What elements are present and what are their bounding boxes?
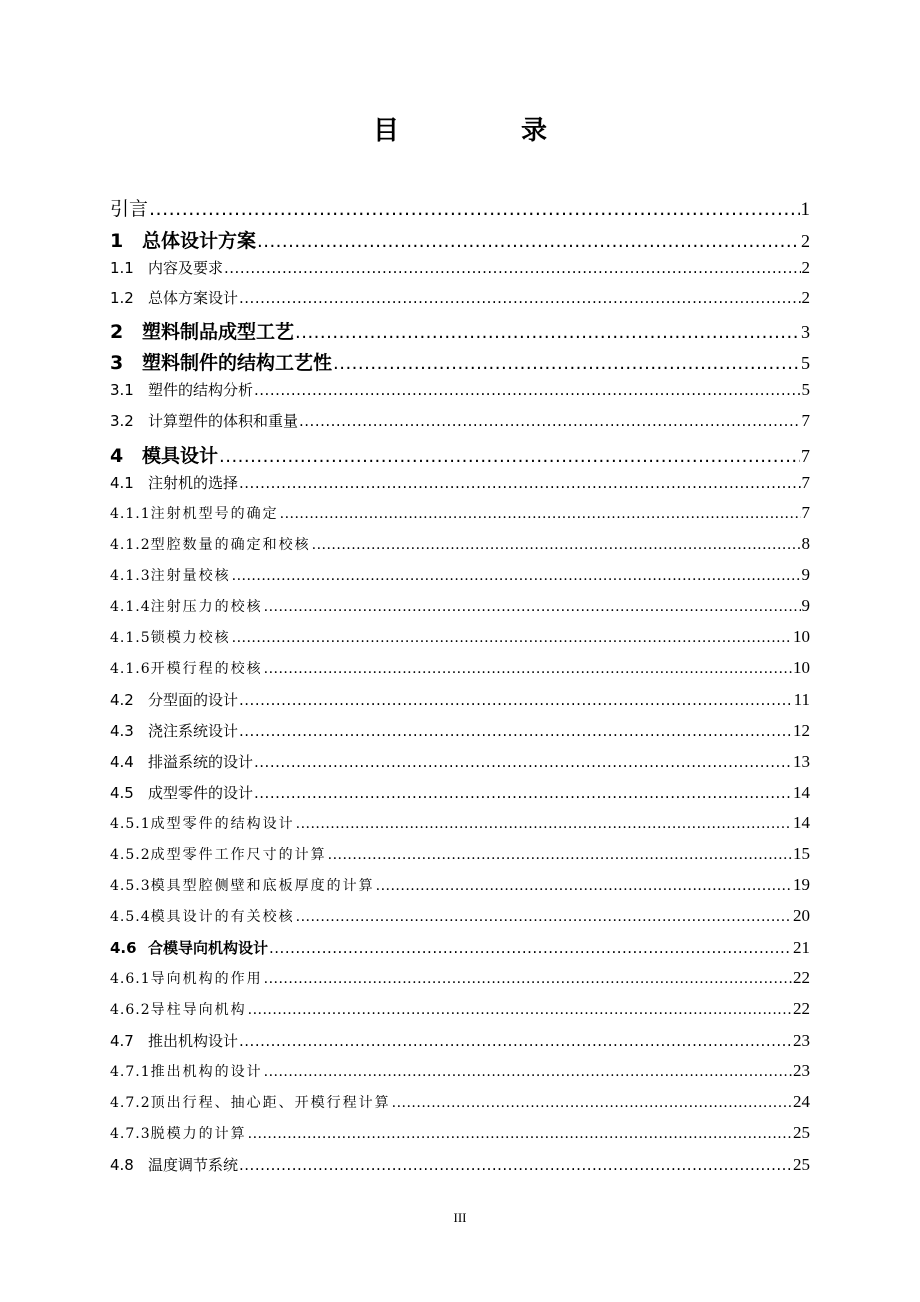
toc-leader-dots — [239, 1032, 792, 1050]
toc-leader-dots — [280, 506, 801, 522]
toc-entry-page: 10 — [793, 627, 810, 646]
toc-entry[interactable] — [110, 813, 810, 833]
toc-entry-page: 25 — [793, 1155, 810, 1174]
toc-entry-number: 4.7.1 — [110, 1064, 151, 1080]
toc-entry-page: 23 — [793, 1031, 810, 1050]
toc-entry-label: 计算塑件的体积和重量 — [148, 412, 299, 430]
toc-entry-label: 分型面的设计 — [148, 691, 239, 709]
toc-entry[interactable] — [110, 287, 810, 308]
toc-entry-label: 顶出行程、抽心距、开模行程计算 — [150, 1095, 391, 1111]
toc-entry-label: 锁模力校核 — [150, 630, 231, 646]
toc-entry-number: 3.2 — [110, 412, 134, 430]
toc-entry[interactable] — [110, 317, 810, 344]
toc-entry-number: 4.5.3 — [110, 878, 151, 894]
toc-entry-label: 模具设计的有关校核 — [150, 909, 295, 925]
toc-leader-dots — [328, 847, 792, 863]
toc-entry-label: 排溢系统的设计 — [148, 753, 254, 771]
toc-entry-page: 24 — [793, 1092, 810, 1111]
toc-entry-page: 7 — [801, 503, 810, 522]
toc-entry[interactable] — [110, 1092, 810, 1112]
toc-entry-label: 塑件的结构分析 — [148, 381, 254, 399]
toc-entry-page: 9 — [801, 596, 810, 615]
toc-entry-number: 2 — [110, 321, 124, 343]
toc-entry-page: 2 — [801, 258, 810, 277]
toc-entry-page: 3 — [801, 322, 810, 342]
toc-leader-dots — [269, 939, 792, 957]
toc-entry-number: 4.1.2 — [110, 537, 151, 553]
toc-leader-dots — [232, 568, 801, 584]
toc-leader-dots — [248, 1126, 792, 1142]
toc-entry-page: 5 — [801, 380, 810, 399]
toc-entry-number: 1 — [110, 230, 124, 252]
toc-entry-number: 4.1.5 — [110, 630, 151, 646]
toc-entry-number: 1.1 — [110, 259, 134, 277]
toc-leader-dots — [149, 198, 799, 220]
toc-entry-page: 5 — [801, 353, 810, 373]
toc-leader-dots — [264, 599, 801, 615]
toc-entry-label: 总体方案设计 — [148, 289, 239, 307]
toc-entry[interactable] — [110, 472, 810, 493]
toc-entry-number: 4.1.4 — [110, 599, 151, 615]
toc-entry-number: 4.7.3 — [110, 1126, 151, 1142]
toc-leader-dots — [257, 231, 800, 252]
toc-entry-number: 1.2 — [110, 289, 134, 307]
toc-entry-label: 开模行程的校核 — [150, 661, 263, 677]
toc-entry-number: 4.5.4 — [110, 909, 151, 925]
toc-leader-dots — [264, 661, 792, 677]
toc-entry[interactable] — [110, 1123, 810, 1143]
toc-entry-label: 注射量校核 — [150, 568, 231, 584]
toc-entry-label: 塑料制品成型工艺 — [142, 321, 295, 343]
toc-entry-number: 4.5.1 — [110, 816, 151, 832]
toc-entry-page: 23 — [793, 1061, 810, 1080]
toc-entry[interactable] — [110, 844, 810, 864]
toc-entry[interactable] — [110, 658, 810, 678]
toc-entry-label: 成型零件的设计 — [148, 784, 254, 802]
toc-entry[interactable] — [110, 379, 810, 400]
toc-entry-label: 型腔数量的确定和校核 — [150, 537, 311, 553]
toc-entry-number: 4.6.2 — [110, 1002, 151, 1018]
toc-entry-label: 温度调节系统 — [148, 1156, 239, 1174]
toc-leader-dots — [224, 259, 800, 277]
toc-entry[interactable] — [110, 1030, 810, 1051]
toc-entry-number: 4.1.1 — [110, 506, 151, 522]
toc-entry-label: 脱模力的计算 — [150, 1126, 247, 1142]
toc-entry-page: 7 — [801, 473, 810, 492]
toc-entry-page: 2 — [801, 288, 810, 307]
toc-entry-page: 8 — [801, 534, 810, 553]
toc-entry-number: 4.7 — [110, 1032, 134, 1050]
toc-entry-page: 7 — [801, 411, 810, 430]
toc-entry-number: 4.5.2 — [110, 847, 151, 863]
toc-entry-page: 25 — [793, 1123, 810, 1142]
toc-leader-dots — [392, 1095, 792, 1111]
toc-leader-dots — [264, 971, 792, 987]
toc-entry[interactable] — [110, 720, 810, 741]
toc-entry-page: 7 — [801, 446, 810, 466]
toc-entry-number: 4.4 — [110, 753, 134, 771]
toc-entry-number: 4.2 — [110, 691, 134, 709]
toc-entry-label: 浇注系统设计 — [148, 722, 239, 740]
toc-entry-number: 4.1.3 — [110, 568, 151, 584]
toc-entry[interactable] — [110, 194, 810, 221]
toc-entry-label: 塑料制件的结构工艺性 — [142, 352, 333, 374]
toc-leader-dots — [254, 753, 792, 771]
toc-entry-page: 13 — [793, 752, 810, 771]
toc-entry-number: 3 — [110, 352, 124, 374]
toc-entry-number: 4.8 — [110, 1156, 134, 1174]
toc-entry-label: 注射压力的校核 — [150, 599, 263, 615]
toc-entry-number: 4.1.6 — [110, 661, 151, 677]
toc-leader-dots — [232, 630, 792, 646]
toc-entry-page: 22 — [793, 968, 810, 987]
toc-entry[interactable] — [110, 596, 810, 616]
toc-leader-dots — [254, 784, 792, 802]
toc-entry-label: 注射机型号的确定 — [150, 506, 279, 522]
toc-entry[interactable] — [110, 441, 810, 468]
toc-leader-dots — [239, 474, 800, 492]
toc-entry-page: 2 — [801, 231, 810, 251]
toc-leader-dots — [295, 322, 800, 343]
toc-entry[interactable] — [110, 503, 810, 523]
toc-entry-page: 14 — [793, 813, 810, 832]
toc-entry[interactable] — [110, 906, 810, 926]
toc-entry-label: 导向机构的作用 — [150, 971, 263, 987]
toc-entry-label: 内容及要求 — [148, 259, 224, 277]
toc-leader-dots — [254, 381, 800, 399]
toc-entry-number: 4.1 — [110, 474, 134, 492]
toc-entry[interactable] — [110, 782, 810, 803]
toc-entry-page: 15 — [793, 844, 810, 863]
toc-entry[interactable] — [110, 689, 810, 710]
toc-entry-page: 21 — [793, 938, 810, 957]
toc-entry[interactable] — [110, 565, 810, 585]
toc-entry-label: 成型零件的结构设计 — [150, 816, 295, 832]
toc-leader-dots — [219, 446, 800, 467]
toc-entry-page: 20 — [793, 906, 810, 925]
toc-entry-number: 4 — [110, 445, 124, 467]
toc-leader-dots — [376, 878, 792, 894]
toc-entry-label: 注射机的选择 — [148, 474, 239, 492]
toc-entry[interactable] — [110, 751, 810, 772]
toc-entry-page: 10 — [793, 658, 810, 677]
toc-entry-page: 19 — [793, 875, 810, 894]
page-number: III — [453, 1210, 467, 1225]
toc-entry-number: 4.6.1 — [110, 971, 151, 987]
toc-leader-dots — [333, 353, 800, 374]
toc-leader-dots — [239, 691, 793, 709]
toc-entry-number: 4.3 — [110, 722, 134, 740]
toc-leader-dots — [312, 537, 801, 553]
toc-entry-page: 22 — [793, 999, 810, 1018]
toc-entry[interactable] — [110, 1061, 810, 1081]
toc-entry-page: 12 — [793, 721, 810, 740]
toc-entry[interactable] — [110, 627, 810, 647]
toc-leader-dots — [296, 909, 792, 925]
toc-leader-dots — [239, 722, 792, 740]
toc-leader-dots — [239, 1156, 792, 1174]
toc-leader-dots — [299, 412, 800, 430]
toc-entry[interactable] — [110, 968, 810, 988]
toc-entry-label: 推出机构设计 — [148, 1032, 239, 1050]
toc-entry-number: 4.7.2 — [110, 1095, 151, 1111]
toc-entry-number: 3.1 — [110, 381, 134, 399]
toc-entry-number: 4.6 — [110, 939, 137, 957]
toc-entry[interactable] — [110, 226, 810, 253]
toc-leader-dots — [239, 289, 800, 307]
toc-entry[interactable] — [110, 534, 810, 554]
toc-entry-label: 模具型腔侧壁和底板厚度的计算 — [150, 878, 375, 894]
toc-entry-page: 11 — [793, 690, 810, 709]
toc-entry-label: 引言 — [110, 198, 149, 220]
page-title: 目 录 — [372, 116, 595, 146]
toc-entry[interactable] — [110, 410, 810, 431]
toc-entry[interactable] — [110, 999, 810, 1019]
toc-entry[interactable] — [110, 937, 810, 958]
toc-entry[interactable] — [110, 257, 810, 278]
toc-entry-label: 合模导向机构设计 — [148, 939, 269, 957]
toc-entry-label: 导柱导向机构 — [150, 1002, 247, 1018]
toc-entry-page: 14 — [793, 783, 810, 802]
toc-leader-dots — [264, 1064, 792, 1080]
toc-entry-label: 推出机构的设计 — [150, 1064, 263, 1080]
toc-entry-label: 总体设计方案 — [142, 230, 257, 252]
toc-entry-page: 1 — [800, 199, 810, 220]
toc-entry-number: 4.5 — [110, 784, 134, 802]
toc-entry-page: 9 — [801, 565, 810, 584]
toc-entry[interactable] — [110, 1154, 810, 1175]
toc-entry-label: 成型零件工作尺寸的计算 — [150, 847, 327, 863]
toc-entry-label: 模具设计 — [142, 445, 219, 467]
toc-entry[interactable] — [110, 875, 810, 895]
toc-leader-dots — [248, 1002, 792, 1018]
toc-leader-dots — [296, 816, 792, 832]
toc-entry[interactable] — [110, 348, 810, 375]
